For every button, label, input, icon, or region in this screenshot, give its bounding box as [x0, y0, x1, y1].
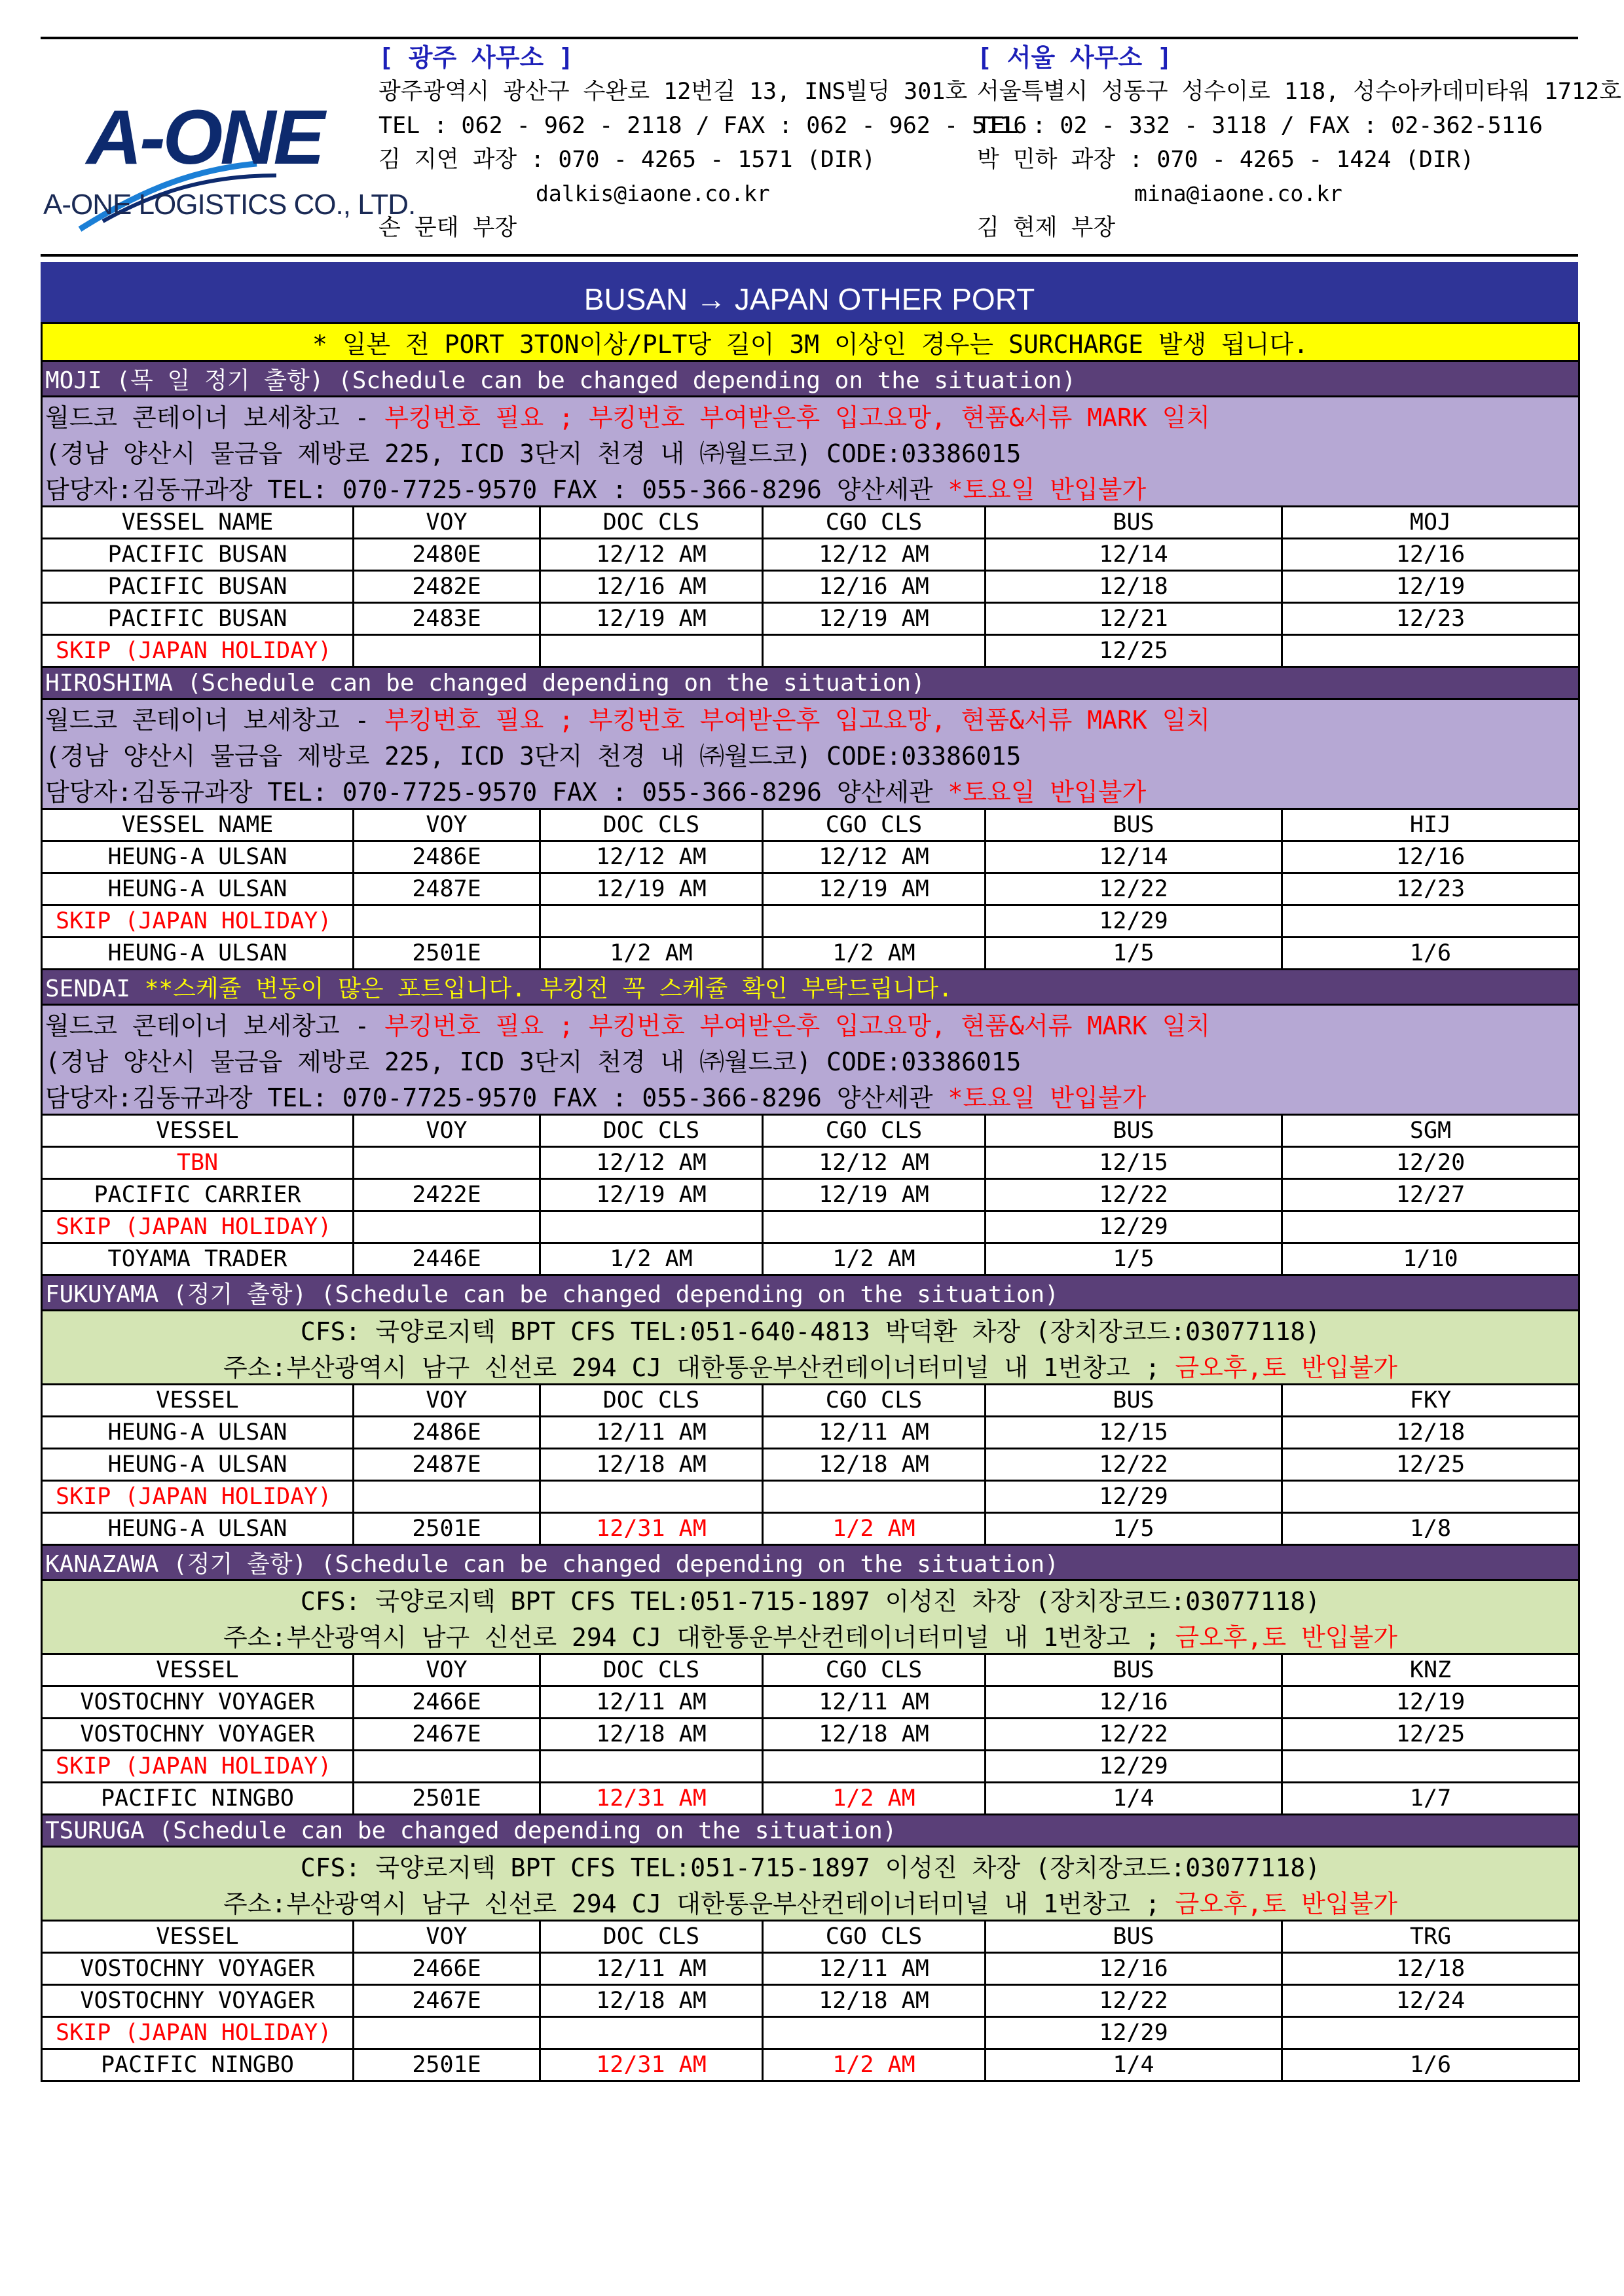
table-header-row: VESSEL VOY DOC CLS CGO CLS BUS FKY	[42, 1385, 1579, 1417]
kanazawa-header: KANAZAWA (정기 출항) (Schedule can be changed depending on the situation)	[42, 1545, 1579, 1580]
sendai-info-row: (경남 양산시 물금읍 제방로 225, ICD 3단지 천경 내 ㈜월드코) CODE:03386015	[42, 1042, 1579, 1078]
schedule-table	[41, 322, 1580, 2082]
table-row: TBN 12/12 AM 12/12 AM 12/15 12/20	[42, 1147, 1579, 1179]
seoul-address: 서울특별시 성동구 성수이로 118, 성수아카데미타워 1712호	[977, 79, 1621, 105]
table-header-row: VESSEL VOY DOC CLS CGO CLS BUS TRG	[42, 1921, 1579, 1953]
company-name: A-ONE LOGISTICS CO., LTD.	[43, 189, 416, 221]
section-header-fukuyama	[42, 1275, 1579, 1311]
fukuyama-cfs-row: CFS: 국양로지텍 BPT CFS TEL:051-640-4813 박덕환 차장 (장치장코드:03077118)	[42, 1311, 1579, 1348]
table-row: HEUNG-A ULSAN 2487E 12/19 AM 12/19 AM 12/22 12/23	[42, 873, 1579, 905]
tsuruga-cfs-row: 주소:부산광역시 남구 신선로 294 CJ 대한통운부산컨테이너터미널 내 1번창고 ; 금오후,토 반입불가	[42, 1884, 1579, 1921]
col-vessel-header: VESSEL NAME	[42, 507, 354, 539]
hiroshima-info-row: 담당자:김동규과장 TEL: 070-7725-9570 FAX : 055-366-8296 양산세관 *토요일 반입불가	[42, 772, 1579, 809]
sendai-header: SENDAI	[45, 975, 145, 1002]
sendai-info-row: 담당자:김동규과장 TEL: 070-7725-9570 FAX : 055-366-8296 양산세관 *토요일 반입불가	[42, 1078, 1579, 1115]
table-header-row: VESSEL VOY DOC CLS CGO CLS BUS KNZ	[42, 1654, 1579, 1686]
surcharge-note: * 일본 전 PORT 3TON이상/PLT당 길이 3M 이상인 경우는 SURCHARGE 발생 됩니다.	[42, 323, 1579, 361]
table-row: VOSTOCHNY VOYAGER 2467E 12/18 AM 12/18 AM 12/22 12/25	[42, 1719, 1579, 1751]
skip-row: SKIP (JAPAN HOLIDAY) 12/29	[42, 1211, 1579, 1243]
table-row: PACIFIC BUSAN 2480E 12/12 AM 12/12 AM 12/14 12/16	[42, 539, 1579, 571]
skip-row: SKIP (JAPAN HOLIDAY) 12/29	[42, 2017, 1579, 2049]
table-header-row: VESSEL NAME VOY DOC CLS CGO CLS BUS HIJ	[42, 809, 1579, 841]
table-row: HEUNG-A ULSAN 2486E 12/11 AM 12/11 AM 12/15 12/18	[42, 1417, 1579, 1449]
page-title: BUSAN → JAPAN OTHER PORT	[41, 262, 1578, 322]
surcharge-note-row	[42, 323, 1579, 361]
skip-label: SKIP (JAPAN HOLIDAY)	[42, 635, 354, 667]
table-row: PACIFIC NINGBO 2501E 12/31 AM 1/2 AM 1/4 1/6	[42, 2049, 1579, 2081]
sendai-warning: **스케쥴 변동이 많은 포트입니다. 부킹전 꼭 스케쥴 확인 부탁드립니다.	[144, 975, 953, 1002]
col-doc-header: DOC CLS	[540, 507, 763, 539]
skip-row: SKIP (JAPAN HOLIDAY) 12/25	[42, 635, 1579, 667]
kanazawa-cfs-row: 주소:부산광역시 남구 신선로 294 CJ 대한통운부산컨테이너터미널 내 1번창고 ; 금오후,토 반입불가	[42, 1617, 1579, 1654]
section-header-sendai	[42, 970, 1579, 1005]
gwangju-manager: 손 문태 부장	[378, 215, 517, 241]
col-voy-header: VOY	[354, 507, 540, 539]
table-row: HEUNG-A ULSAN 2487E 12/18 AM 12/18 AM 12/22 12/25	[42, 1449, 1579, 1481]
table-row: PACIFIC CARRIER 2422E 12/19 AM 12/19 AM 12/22 12/27	[42, 1179, 1579, 1211]
table-row: VOSTOCHNY VOYAGER 2466E 12/11 AM 12/11 AM 12/16 12/18	[42, 1953, 1579, 1985]
logo-text: A-ONE	[86, 94, 323, 181]
kanazawa-cfs-row: CFS: 국양로지텍 BPT CFS TEL:051-715-1897 이성진 차장 (장치장코드:03077118)	[42, 1580, 1579, 1618]
skip-row: SKIP (JAPAN HOLIDAY) 12/29	[42, 905, 1579, 938]
seoul-tel: TEL : 02 - 332 - 3118 / FAX : 02-362-5116	[977, 113, 1543, 139]
fukuyama-cfs-row: 주소:부산광역시 남구 신선로 294 CJ 대한통운부산컨테이너터미널 내 1번창고 ; 금오후,토 반입불가	[42, 1347, 1579, 1385]
header-rule	[41, 254, 1578, 257]
moji-info-row: (경남 양산시 물금읍 제방로 225, ICD 3단지 천경 내 ㈜월드코) CODE:03386015	[42, 433, 1579, 469]
table-row: PACIFIC BUSAN 2482E 12/16 AM 12/16 AM 12/18 12/19	[42, 571, 1579, 603]
seoul-email[interactable]: mina@iaone.co.kr	[1134, 181, 1342, 206]
top-rule	[41, 37, 1578, 39]
moji-info-row: 월드코 콘테이너 보세창고 - 부킹번호 필요 ; 부킹번호 부여받은후 입고요망, 현품&서류 MARK 일치	[42, 397, 1579, 434]
hiroshima-header: HIROSHIMA (Schedule can be changed depending on the situation)	[42, 667, 1579, 699]
table-row: PACIFIC BUSAN 2483E 12/19 AM 12/19 AM 12/21 12/23	[42, 603, 1579, 635]
col-bus-header: BUS	[986, 507, 1282, 539]
gwangju-office-title: [ 광주 사무소 ]	[378, 43, 574, 72]
seoul-manager: 김 현제 부장	[977, 215, 1116, 241]
gwangju-tel: TEL : 062 - 962 - 2118 / FAX : 062 - 962 - 5116	[378, 113, 1027, 139]
sendai-info-row: 월드코 콘테이너 보세창고 - 부킹번호 필요 ; 부킹번호 부여받은후 입고요망, 현품&서류 MARK 일치	[42, 1005, 1579, 1042]
skip-row: SKIP (JAPAN HOLIDAY) 12/29	[42, 1481, 1579, 1513]
gwangju-email[interactable]: dalkis@iaone.co.kr	[536, 181, 770, 206]
hiroshima-info-row: (경남 양산시 물금읍 제방로 225, ICD 3단지 천경 내 ㈜월드코) CODE:03386015	[42, 736, 1579, 772]
gwangju-address: 광주광역시 광산구 수완로 12번길 13, INS빌딩 301호	[378, 79, 968, 105]
section-header-kanazawa	[42, 1545, 1579, 1580]
col-cgo-header: CGO CLS	[763, 507, 986, 539]
seoul-office	[977, 41, 1621, 245]
moji-header: MOJI (목 일 정기 출항) (Schedule can be changed depending on the situation)	[42, 361, 1579, 397]
table-header-row: VESSEL VOY DOC CLS CGO CLS BUS SGM	[42, 1115, 1579, 1147]
table-header-row	[42, 507, 1579, 539]
col-dest-header: MOJ	[1282, 507, 1579, 539]
table-row: HEUNG-A ULSAN 2486E 12/12 AM 12/12 AM 12/14 12/16	[42, 841, 1579, 873]
gwangju-contact: 김 지연 과장 : 070 - 4265 - 1571 (DIR)	[378, 147, 876, 173]
hiroshima-info-row: 월드코 콘테이너 보세창고 - 부킹번호 필요 ; 부킹번호 부여받은후 입고요망, 현품&서류 MARK 일치	[42, 699, 1579, 737]
fukuyama-header: FUKUYAMA (정기 출항) (Schedule can be changed depending on the situation)	[42, 1275, 1579, 1311]
table-row: PACIFIC NINGBO 2501E 12/31 AM 1/2 AM 1/4 1/7	[42, 1783, 1579, 1815]
seoul-office-title: [ 서울 사무소 ]	[977, 43, 1172, 72]
skip-row: SKIP (JAPAN HOLIDAY) 12/29	[42, 1751, 1579, 1783]
moji-info-row: 담당자:김동규과장 TEL: 070-7725-9570 FAX : 055-366-8296 양산세관 *토요일 반입불가	[42, 469, 1579, 507]
seoul-contact: 박 민하 과장 : 070 - 4265 - 1424 (DIR)	[977, 147, 1475, 173]
table-row: HEUNG-A ULSAN 2501E 1/2 AM 1/2 AM 1/5 1/6	[42, 938, 1579, 970]
gwangju-office	[378, 41, 1027, 245]
section-header-hiroshima	[42, 667, 1579, 699]
section-header-tsuruga	[42, 1815, 1579, 1847]
tsuruga-cfs-row: CFS: 국양로지텍 BPT CFS TEL:051-715-1897 이성진 차장 (장치장코드:03077118)	[42, 1847, 1579, 1884]
table-row: VOSTOCHNY VOYAGER 2467E 12/18 AM 12/18 AM 12/22 12/24	[42, 1985, 1579, 2017]
section-header-moji	[42, 361, 1579, 397]
table-row: TOYAMA TRADER 2446E 1/2 AM 1/2 AM 1/5 1/10	[42, 1243, 1579, 1275]
table-row: VOSTOCHNY VOYAGER 2466E 12/11 AM 12/11 AM 12/16 12/19	[42, 1686, 1579, 1719]
table-row: HEUNG-A ULSAN 2501E 12/31 AM 1/2 AM 1/5 1/8	[42, 1513, 1579, 1545]
tsuruga-header: TSURUGA (Schedule can be changed depending on the situation)	[42, 1815, 1579, 1847]
